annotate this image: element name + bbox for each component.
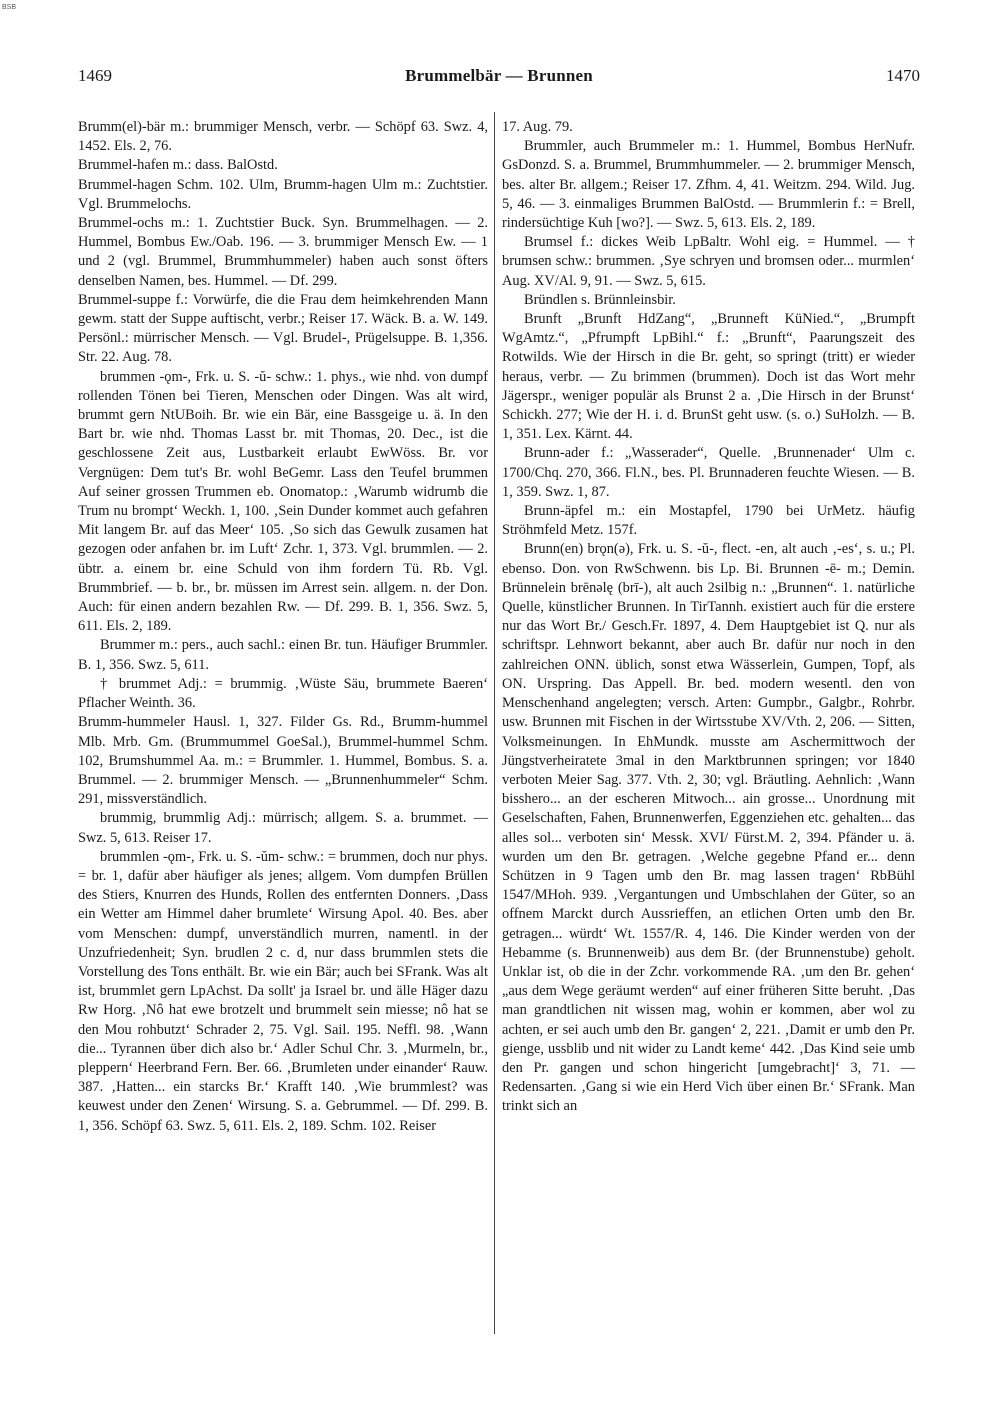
entry-brunnen: Brunn(en) brǫn(ə), Frk. u. S. -ŭ-, flect. -en, alt auch ‚-es‘, s. u.; Pl. ebenso. Don. von RwSchwenn. bis Lp. Bi. Brunnen -ē- m.; Demin. Brünnelein brēnəlę (brī-), alt auch 2silbig n.: „Brunnen“. 1. natürliche Quelle, künstlicher Brunnen. In TirTannh. existiert auch für die erstere nur das Wort Br./ Gesch.Fr. 1897, 4. Dem Hauptgebiet ist Q. nur als schriftspr. Lehnwort bekannt, aber auch Br. dafür nur noch in den zahlreichen ONN. üblich, sonst etwa Wässerlein, Gumpen, Topf, als ON. Urspring. Das Appell. Br. bed. modern wesentl. den von Menschenhand angelegten; versch. Arten: Gumpbr., Galgbr., Rohrbr. usw. Brunnen mit Fischen in der Wirtsstube XV/Vth. 2, 206. — Sitten, Volksmeinungen. In EhMundk. musste am Aschermittwoch der Jüngstverheiratete 3mal in den Marktbrunnen springen; vor 1840 verboten Meier Sag. 377. Vth. 2, 30; vgl. Bräutling. Aehnlich: ‚Wann bisshero... an der escheren Mitwoch... ain grosse... Unordnung mit Geselschaften, Fahen, Brunnenwerfen, Eggenziehen etc. gehalten... das alles sol... verboten sin‘ Messk. XVI/ Fürst.M. 2, 394. Pfänder u. ä. wurden um den Br. getragen. ‚Welche gegebne Pfand er... denn Schützen in 9 Tagen umb den Br. mag lassen tragen‘ RbBühl 1547/MHoh. 939. ‚Vergantungen und Umbschlahen der Güter, so an offnem Marckt durch Aussrieffen, an etlichen Orten umb den Br. getragen... würdt‘ Wt. 1557/R. 4, 146. Die Kinder werden von der Hebamme (s. Brunnenweib) aus dem Br. (der Brunnenstube) geholt. Unklar ist, ob die in der Zchr. vorkommende RA. ‚um den Br. gehen‘ „aus dem Wege geräumt werden“ auf einer früheren Sitte beruht. ‚Das man grandtlichen nit wissen mag, wohin er kommen, aber wol zu achten, er sei auch umb den Br. gangen‘ 2, 221. ‚Damit er umb den Pr. gienge, ussblib und nit wider zu Landt keme‘ 442. ‚Das Kind seie umb den Pr. gangen und schon hingericht [umgebracht]‘ 3, 71. — Redensarten. ‚Gang si wie ein Herd Vich über einen Br.‘ SFrank. Man trinkt sich an [502, 541, 915, 1115]
entry-brummen: brummen -ǫm-, Frk. u. S. -ŭ- schw.: 1. phys., wie nhd. von dumpf rollenden Tönen bei Tieren, Menschen oder Dingen. Was alt wird, brummt gern NtUBoih. Br. wie ein Bär, eine Bassgeige u. ä. In den Bart br. wie nhd. Thomas Lasst br. mit Thomas, 20. Dec., ist die geschlossene Zeit aus, Lustbarkeit erlaubt EwWöss. Br. vor Vergnügen: Dem tut's Br. wohl BeGemr. Lass den Teufel brummen Auf seiner grossen Trummen eb. Onomatop.: ‚Warumb widrumb die Trum nu brompt‘ Weckh. 1, 100. ‚Sein Dunder kommet auch gefahren Mit langem Br. auf das Meer‘ 105. ‚So sich das Gewulk zusamen hat gezogen oder anfahen br. im Luft‘ Zchr. 1, 373. Vgl. brummlen. — 2. übtr. a. einem br. eine Schuld von ihm fordern Tü. Rb. Vgl. Brummbrief. — b. br., br. müssen im Arrest sein. allgem. n. der Don. Auch: für einen andern bezahlen Rw. — Df. 299. B. 1, 356. Swz. 5, 611. Els. 2, 189. [78, 368, 488, 635]
entry-brunnaepfel: Brunn-äpfel m.: ein Mostapfel, 1790 bei UrMetz. häufig Ströhmfeld Metz. 157f. [502, 503, 915, 539]
entry-brumsel: Brumsel f.: dickes Weib LpBaltr. Wohl eig. = Hummel. — † brumsen schw.: brummen. ‚Sye schryen und bromsen oder... murmlen‘ Aug. XV/Al. 9, 91. — Swz. 5, 615. [502, 234, 915, 289]
left-column [78, 118, 488, 1136]
entry-brunft: Brunft „Brunft HdZang“, „Brunneft KüNied.“, „Brumpft WgAmtz.“, „Pfrumpft LpBihl.“ f.: „Brunft“, Paarungszeit des Rotwilds. Wie der Hirsch in die Br. geht, so springt (tritt) er wieder heraus, verbr. — Zu brimmen (brummen). Doch ist das Wort mehr Jägerspr., weniger populär als Brunst 2 a. ‚Die Hirsch in der Brunst‘ Schickh. 277; Wie der H. i. d. BrunSt geht usw. (s. o.) SuHolzh. — B. 1, 351. Lex. Kärnt. 44. [502, 311, 915, 443]
entry-brummig: brummig, brummlig Adj.: mürrisch; allgem. S. a. brummet. — Swz. 5, 613. Reiser 17. [78, 810, 488, 846]
entry-brummelhagen: Brummel-hagen Schm. 102. Ulm, Brumm-hagen Ulm m.: Zuchtstier. Vgl. Brummelochs. [78, 176, 488, 212]
page-number-left: 1469 [78, 66, 112, 85]
entry-brummhummeler: Brumm-hummeler Hausl. 1, 327. Filder Gs. Rd., Brumm-hummel Mlb. Mrb. Gm. (Brummummel GoeSal.), Brummel-hummel Schm. 102, Brumshummel Aa. m.: = Brummler. 1. Hummel, Bombus. S. a. Brummel. — 2. brummiger Mensch. — „Brunnenhummeler“ Schm. 291, missverständlich. [78, 714, 488, 808]
column-divider [494, 112, 495, 1334]
entry-brummelbaer: Brumm(el)-bär m.: brummiger Mensch, verbr. — Schöpf 63. Swz. 4, 1452. Els. 2, 76. [78, 119, 488, 155]
entry-brummlen: brummlen -ǫm-, Frk. u. S. -ŭm- schw.: = brummen, doch nur phys. = br. 1, dafür aber häufiger als jenes; allgem. Vom dumpfen Brüllen des Stiers, Knurren des Hunds, Rollen des entfernten Donners. ‚Dass ein Wetter am Himmel daher brumlete‘ Wirsung Apol. 40. Bes. aber vom Menschen: dumpf, unverständlich murren, namentl. in der Unzufriedenheit; Syn. brudlen 2 c. d, nur dass brummlen stets die Vorstellung des Tons enthält. Br. wie ein Bär; auch bei SFrank. Was alt ist, brummlet gern LpAchst. Da sollt' ja Israel br. und älle Häger dazu Rw Horg. ‚Nô hat ewe brotzelt und brummelt sein miesse; nô hat se den Mou rohbutzt‘ Schrader 2, 75. Vgl. Sail. 195. Neffl. 98. ‚Wann die... Tyrannen über dich also br.‘ Adler Schul Chr. 3. ‚Murmeln, br., pleppern‘ Heerbrand Fern. Ber. 66. ‚Brumleten under einander‘ Rauw. 387. ‚Hatten... ein starcks Br.‘ Krafft 140. ‚Wie brummlest? was keuwest under den Zenen‘ Wirsung. S. a. Gebrummel. — Df. 299. B. 1, 356. Schöpf 63. Swz. 5, 611. Els. 2, 189. Schm. 102. Reiser [78, 848, 488, 1134]
continuation-reference: 17. Aug. 79. [502, 119, 573, 135]
entry-brunnader: Brunn-ader f.: „Wasserader“, Quelle. ‚Brunnenader‘ Ulm c. 1700/Chq. 270, 366. Fl.N., bes. Pl. Brunnaderen feuchte Wiesen. — B. 1, 359. Swz. 1, 87. [502, 445, 915, 500]
entry-bruendlen: Bründlen s. Brünnleinsbir. [524, 291, 676, 308]
library-stamp: BSB [2, 4, 17, 11]
entry-brummelochs: Brummel-ochs m.: 1. Zuchtstier Buck. Syn. Brummelhagen. — 2. Hummel, Bombus Ew./Oab. 196. — 3. brummiger Mensch Ew. — 1 und 2 (vgl. Brummel, Brummhummeler) haben auch sonst öfters denselben Namen, bes. Hummel. — Df. 299. [78, 215, 488, 289]
page-number-right: 1470 [886, 66, 920, 85]
entry-brummer: Brummer m.: pers., auch sachl.: einen Br. tun. Häufiger Brummler. B. 1, 356. Swz. 5, 611. [78, 637, 488, 673]
running-title: Brummelbär — Brunnen [405, 66, 593, 85]
right-column [502, 118, 915, 1117]
entry-brummler: Brummler, auch Brummeler m.: 1. Hummel, Bombus HerNufr. GsDonzd. S. a. Brummel, Brummhummeler. — 2. brummiger Mensch, bes. alter Br. allgem.; Reiser 17. Zfhm. 4, 41. Weitzm. 294. Wild. Jug. 5, 46. — 3. einmaliges Brummen BalOstd. — Brummlerin f.: = Brell, rindersüchtige Kuh [wo?]. — Swz. 5, 613. Els. 2, 189. [502, 138, 915, 232]
entry-brummelsuppe: Brummel-suppe f.: Vorwürfe, die die Frau dem heimkehrenden Mann gewm. statt der Suppe auftischt, verbr.; Reiser 17. Wäck. B. a. W. 149. Persönl.: mürrischer Mensch. — Vgl. Brudel-, Prügelsuppe. B. 1,356. Str. 22. Aug. 78. [78, 291, 488, 366]
entry-brummet: † brummet Adj.: = brummig. ‚Wüste Säu, brummete Baeren‘ Pflacher Weinth. 36. [78, 675, 488, 712]
page-header [78, 66, 920, 90]
entry-brummelhafen: Brummel-hafen m.: dass. BalOstd. [78, 157, 278, 174]
